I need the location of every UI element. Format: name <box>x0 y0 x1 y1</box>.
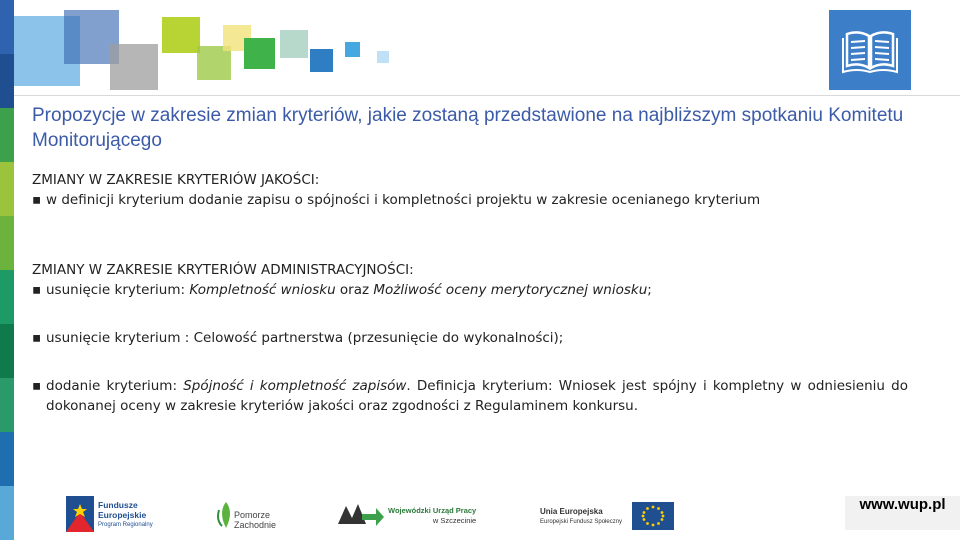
deco-square <box>162 17 200 53</box>
wup-logo-icon <box>338 502 384 530</box>
eu-line2: Europejski Fundusz Społeczny <box>540 519 623 525</box>
fe-line1: Fundusze <box>98 500 138 510</box>
admin-bullet-1-prefix: usunięcie kryterium: <box>46 282 190 298</box>
logo-pomorze-zachodnie <box>216 492 286 536</box>
admin-heading: ZMIANY W ZAKRESIE KRYTERIÓW ADMINISTRACYJNOŚCI: <box>32 262 414 278</box>
left-color-stripe <box>0 0 14 540</box>
fe-line3: Program Regionalny <box>98 522 153 528</box>
wup-line2: w Szczecinie <box>432 516 477 525</box>
stripe-segment <box>0 54 14 108</box>
admin-bullet-3 <box>32 376 908 416</box>
admin-bullet-1-end: ; <box>647 282 652 298</box>
admin-bullet-3-prefix: dodanie kryterium: <box>46 378 184 394</box>
bullet-marker: ▪ <box>32 192 42 208</box>
leaf-icon <box>216 500 236 530</box>
pz-line2: Zachodnie <box>234 520 277 530</box>
admin-bullet-1-italic-a: Kompletność wniosku <box>189 282 336 298</box>
website-link[interactable]: www.wup.pl <box>845 496 960 530</box>
deco-square <box>244 38 275 69</box>
stripe-segment <box>0 378 14 432</box>
quality-bullet <box>32 190 908 210</box>
admin-bullet-1-mid: oraz <box>335 282 374 298</box>
slide-content <box>32 170 908 416</box>
bullet-marker: ▪ <box>32 330 42 346</box>
wup-line1: Wojewódzki Urząd Pracy <box>388 506 477 515</box>
admin-bullet-2 <box>32 328 908 348</box>
logo-unia-europejska <box>540 492 700 536</box>
deco-square <box>377 51 389 63</box>
logo-wup-szczecin <box>338 492 488 536</box>
admin-bullet-3-italic: Spójność i kompletność zapisów <box>183 378 407 394</box>
stripe-segment <box>0 0 14 54</box>
deco-square <box>280 30 308 58</box>
bullet-marker: ▪ <box>32 282 42 298</box>
quality-heading: ZMIANY W ZAKRESIE KRYTERIÓW JAKOŚCI: <box>32 172 320 188</box>
stripe-segment <box>0 162 14 216</box>
admin-bullet-1-italic-b: Możliwość oceny merytorycznej wniosku <box>373 282 648 298</box>
logo-fundusze-europejskie <box>60 492 160 536</box>
admin-bullet-1 <box>32 280 908 300</box>
admin-bullet-3-rest: . Definicja kryterium: Wniosek jest spójny i kompletny w odniesieniu do dokonanej oceny w zakresie kryteriów jakości oraz zgodności z Regulaminem konkursu. <box>46 378 908 414</box>
stripe-segment <box>0 216 14 270</box>
stripe-segment <box>0 324 14 378</box>
stripe-segment <box>0 432 14 486</box>
deco-square <box>197 46 231 80</box>
stripe-segment <box>0 108 14 162</box>
header-divider <box>14 95 960 96</box>
footer-logos <box>60 492 700 536</box>
fe-line2: Europejskie <box>98 510 147 520</box>
eu-line1: Unia Europejska <box>540 507 603 516</box>
stripe-segment <box>0 486 14 540</box>
stripe-segment <box>0 270 14 324</box>
deco-square <box>310 49 333 72</box>
deco-square <box>345 42 360 57</box>
eu-flag-icon <box>632 502 674 530</box>
deco-square <box>110 44 158 90</box>
slide-title: Propozycje w zakresie zmian kryteriów, jakie zostaną przedstawione na najbliższym spotkaniu Komitetu Monitorującego <box>32 105 904 151</box>
quality-bullet-text: w definicji kryterium dodanie zapisu o spójności i kompletności projektu w zakresie ocenianego kryterium <box>46 192 761 208</box>
admin-bullet-2-text: usunięcie kryterium : Celowość partnerstwa (przesunięcie do wykonalności); <box>46 330 564 346</box>
pz-line1: Pomorze <box>234 510 271 520</box>
book-tile <box>829 10 911 90</box>
bullet-marker: ▪ <box>32 378 42 394</box>
open-book-icon <box>829 10 911 90</box>
fe-logo-icon <box>66 496 94 532</box>
